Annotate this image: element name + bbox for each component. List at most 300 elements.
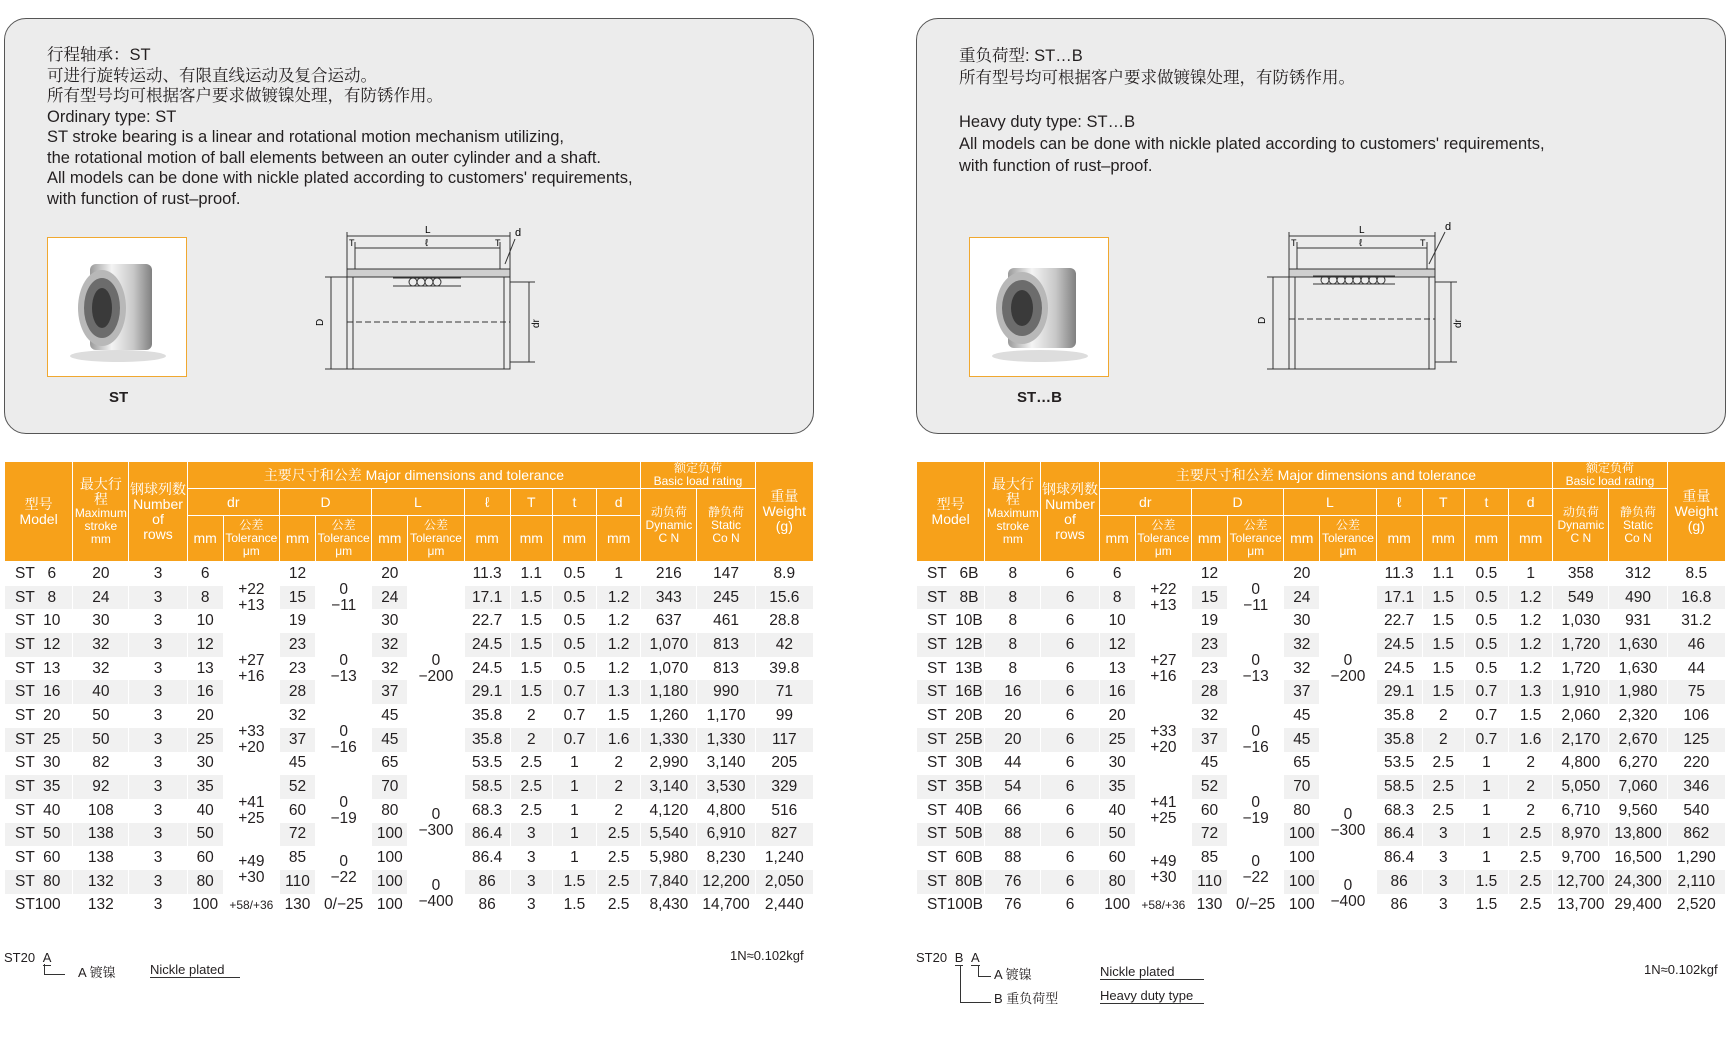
cell-L: 20 [1284, 562, 1320, 586]
tolerance-value: 0/−25 [1236, 896, 1276, 914]
cell-rows: 6 [1041, 752, 1099, 776]
cell-dr: 20 [187, 704, 223, 728]
col-t: t [1464, 489, 1508, 516]
desc-gap [959, 89, 1545, 111]
desc-line: 行程轴承：ST [47, 46, 151, 64]
cell-d: 2 [1509, 752, 1553, 776]
col-stroke: 最大行程 Maximum stroke mm [985, 462, 1041, 562]
cell-static-load: 245 [697, 586, 755, 610]
ordering-option-b: B [954, 950, 964, 965]
cell-d: 1.5 [1509, 704, 1553, 728]
cell-stroke: 50 [73, 704, 129, 728]
cell-L: 65 [372, 752, 408, 776]
tolerance-value: +13 [1150, 596, 1177, 614]
cell-rows: 6 [1041, 775, 1099, 799]
cell-weight: 75 [1667, 680, 1725, 704]
cell-stroke: 54 [985, 775, 1041, 799]
cell-d: 2 [597, 775, 641, 799]
col-L: L [372, 489, 464, 516]
cell-T: 2.5 [510, 775, 552, 799]
cell-t: 1 [552, 823, 596, 847]
col-model: 型号 Model [5, 462, 73, 562]
cell-dynamic-load: 1,180 [641, 680, 697, 704]
cell-dynamic-load: 3,140 [641, 775, 697, 799]
cell-dr-tolerance [223, 633, 279, 704]
tolerance-value: −400 [1330, 892, 1366, 910]
cell-L: 37 [1284, 680, 1320, 704]
col-dynamic: 动负荷 Dynamic C N [641, 489, 697, 562]
cell-static-load: 14,700 [697, 894, 755, 918]
cell-weight: 1,290 [1667, 846, 1725, 870]
cell-L: 30 [1284, 609, 1320, 633]
cell-model: ST 20 [5, 704, 73, 728]
ordering-option-a-en: Nickle plated [1100, 964, 1204, 980]
cell-dr: 8 [187, 586, 223, 610]
desc-line: the rotational motion of ball elements between an outer cylinder and a shaft. [47, 148, 602, 167]
cell-l: 86.4 [1376, 846, 1422, 870]
cell-d: 1.2 [1509, 609, 1553, 633]
cell-d: 2.5 [1509, 846, 1553, 870]
cell-d: 1.2 [1509, 633, 1553, 657]
cell-D: 37 [1191, 728, 1227, 752]
cell-L: 70 [1284, 775, 1320, 799]
cell-dynamic-load: 1,070 [641, 633, 697, 657]
tolerance-value: 0 [339, 722, 348, 740]
cell-t: 1 [1464, 799, 1508, 823]
cell-l: 86.4 [1376, 823, 1422, 847]
cell-D: 28 [1191, 680, 1227, 704]
tolerance-value: +41 [1150, 793, 1177, 811]
cell-dynamic-load: 549 [1553, 586, 1609, 610]
cell-L: 80 [1284, 799, 1320, 823]
st-b-bearing-photo [969, 237, 1109, 377]
cell-D: 32 [279, 704, 315, 728]
cell-D: 72 [279, 823, 315, 847]
st-b-photo-label: ST…B [1017, 389, 1062, 406]
cell-t: 0.5 [552, 609, 596, 633]
drawing-label-T: T [349, 238, 355, 248]
tolerance-value: 0 [1251, 722, 1260, 740]
tolerance-value: +33 [238, 722, 265, 740]
cell-static-load: 7,060 [1609, 775, 1667, 799]
cell-rows: 3 [129, 609, 187, 633]
cell-static-load: 2,320 [1609, 704, 1667, 728]
cell-l: 68.3 [1376, 799, 1422, 823]
cell-dynamic-load: 5,980 [641, 846, 697, 870]
cell-stroke: 132 [73, 870, 129, 894]
cell-stroke: 66 [985, 799, 1041, 823]
cell-d: 2 [597, 752, 641, 776]
cell-L: 37 [372, 680, 408, 704]
table-body [5, 562, 814, 918]
desc-line: 重负荷型: ST…B [959, 47, 1083, 65]
cell-weight: 28.8 [755, 609, 813, 633]
cell-stroke: 30 [73, 609, 129, 633]
col-T: T [1422, 489, 1464, 516]
cell-dr: 16 [1099, 680, 1135, 704]
cell-l: 53.5 [464, 752, 510, 776]
cell-dr: 20 [1099, 704, 1135, 728]
cell-weight: 540 [1667, 799, 1725, 823]
cell-dr: 100 [1099, 894, 1135, 918]
cell-D: 23 [1191, 657, 1227, 681]
cell-t: 1.5 [552, 870, 596, 894]
cell-D: 15 [1191, 586, 1227, 610]
cell-dr: 40 [1099, 799, 1135, 823]
cell-D: 52 [1191, 775, 1227, 799]
drawing-label-d: d [1445, 221, 1452, 233]
cell-weight: 15.6 [755, 586, 813, 610]
st-photo-label: ST [109, 389, 129, 406]
cell-T: 2 [510, 704, 552, 728]
cell-d: 1 [1509, 562, 1553, 586]
cell-D: 130 [279, 894, 315, 918]
cell-rows: 3 [129, 799, 187, 823]
tolerance-value: −400 [418, 892, 454, 910]
table-row [917, 562, 1726, 586]
cell-rows: 3 [129, 586, 187, 610]
cell-weight: 220 [1667, 752, 1725, 776]
cell-weight: 2,050 [755, 870, 813, 894]
cell-stroke: 32 [73, 633, 129, 657]
cell-static-load: 813 [697, 657, 755, 681]
tolerance-value: 0 [1343, 805, 1353, 823]
st-bearing-photo [47, 237, 187, 377]
cell-T: 3 [510, 846, 552, 870]
cell-t: 0.7 [552, 680, 596, 704]
drawing-label-D: D [315, 318, 326, 326]
cell-weight: 44 [1667, 657, 1725, 681]
cell-D: 28 [279, 680, 315, 704]
cell-t: 1.5 [552, 894, 596, 918]
cell-static-load: 4,800 [697, 799, 755, 823]
tolerance-value: +13 [238, 596, 265, 614]
tolerance-value: −22 [330, 868, 357, 886]
cell-dynamic-load: 358 [1553, 562, 1609, 586]
cell-L: 100 [1284, 823, 1320, 847]
cell-model: ST100B [917, 894, 985, 918]
cell-L: 80 [372, 799, 408, 823]
cell-dr-tolerance [1135, 775, 1191, 846]
cell-static-load: 3,530 [697, 775, 755, 799]
cell-model: ST 25B [917, 728, 985, 752]
cell-T: 1.5 [510, 680, 552, 704]
cell-l: 86 [464, 894, 510, 918]
cell-T: 2 [1422, 704, 1464, 728]
cell-d: 2 [1509, 775, 1553, 799]
cell-dr-tolerance [1135, 846, 1191, 893]
cell-T: 3 [1422, 894, 1464, 918]
cell-stroke: 16 [985, 680, 1041, 704]
cell-d: 1.5 [597, 704, 641, 728]
tolerance-value: +27 [238, 651, 265, 669]
cell-weight: 2,520 [1667, 894, 1725, 918]
cell-dynamic-load: 1,910 [1553, 680, 1609, 704]
ordering-option-a: A [971, 950, 980, 965]
drawing-label-L: L [1359, 225, 1365, 236]
heavy-duty-spec-table [916, 461, 1726, 917]
desc-line: All models can be done with nickle plated according to customers' requirements, [47, 169, 633, 187]
cell-d: 2.5 [1509, 870, 1553, 894]
table-header [5, 462, 814, 562]
cell-L: 32 [1284, 657, 1320, 681]
cell-rows: 6 [1041, 657, 1099, 681]
cell-static-load: 16,500 [1609, 846, 1667, 870]
drawing-label-d: d [515, 227, 522, 239]
st-technical-drawing [315, 224, 565, 414]
cell-model: ST 13B [917, 657, 985, 681]
ordering-option-b-cn: B 重负荷型 [994, 991, 1059, 1006]
cell-dr: 40 [187, 799, 223, 823]
cell-dynamic-load: 2,990 [641, 752, 697, 776]
cell-weight: 42 [755, 633, 813, 657]
drawing-label-T2: T [1420, 238, 1426, 248]
cell-stroke: 50 [73, 728, 129, 752]
cell-T: 1.5 [1422, 680, 1464, 704]
cell-model: ST 16B [917, 680, 985, 704]
cell-D: 110 [1191, 870, 1227, 894]
cell-dynamic-load: 343 [641, 586, 697, 610]
cell-l: 24.5 [1376, 657, 1422, 681]
cell-T: 1.5 [510, 633, 552, 657]
cell-stroke: 8 [985, 657, 1041, 681]
cell-dr: 12 [187, 633, 223, 657]
cell-static-load: 990 [697, 680, 755, 704]
cell-l: 24.5 [464, 657, 510, 681]
ordering-code: ST20 [916, 950, 948, 965]
cell-model: ST 40B [917, 799, 985, 823]
cell-dynamic-load: 2,060 [1553, 704, 1609, 728]
cell-dynamic-load: 5,050 [1553, 775, 1609, 799]
cell-stroke: 8 [985, 609, 1041, 633]
cell-rows: 6 [1041, 799, 1099, 823]
cell-stroke: 32 [73, 657, 129, 681]
cell-static-load: 1,630 [1609, 657, 1667, 681]
tolerance-value: −300 [418, 821, 454, 839]
cell-dynamic-load: 13,700 [1553, 894, 1609, 918]
table-row [5, 775, 814, 799]
cell-stroke: 132 [73, 894, 129, 918]
table-row [5, 870, 814, 894]
desc-line: 所有型号均可根据客户要求做镀镍处理，有防锈作用。 [47, 87, 443, 105]
tolerance-value: +16 [238, 667, 265, 685]
cell-weight: 8.5 [1667, 562, 1725, 586]
cell-model: ST 80 [5, 870, 73, 894]
cell-L: 65 [1284, 752, 1320, 776]
cell-D-tolerance [316, 894, 372, 918]
cell-l: 35.8 [464, 728, 510, 752]
cell-D-tolerance [1228, 775, 1284, 846]
cell-static-load: 147 [697, 562, 755, 586]
cell-L-tolerance [408, 775, 464, 870]
cell-static-load: 29,400 [1609, 894, 1667, 918]
cell-static-load: 1,630 [1609, 633, 1667, 657]
cell-static-load: 461 [697, 609, 755, 633]
cell-l: 29.1 [1376, 680, 1422, 704]
unit-mm: mm [464, 516, 510, 562]
cell-d: 1.2 [597, 609, 641, 633]
cell-model: ST 30 [5, 752, 73, 776]
cell-D: 12 [1191, 562, 1227, 586]
cell-dr: 35 [1099, 775, 1135, 799]
cell-T: 1.5 [510, 657, 552, 681]
col-weight: 重量 Weight (g) [755, 462, 813, 562]
drawing-label-dr: dr [1453, 319, 1464, 328]
cell-weight: 1,240 [755, 846, 813, 870]
col-d: d [597, 489, 641, 516]
cell-dr: 10 [1099, 609, 1135, 633]
ordinary-type-panel [4, 18, 814, 434]
tolerance-value: 0 [1251, 793, 1260, 811]
cell-D-tolerance [1228, 894, 1284, 918]
tolerance-value: 0 [1343, 651, 1353, 669]
cell-stroke: 20 [985, 728, 1041, 752]
cell-T: 3 [1422, 846, 1464, 870]
cell-stroke: 44 [985, 752, 1041, 776]
cell-d: 1.2 [1509, 657, 1553, 681]
col-dynamic: 动负荷 Dynamic C N [1553, 489, 1609, 562]
cell-T: 1.5 [510, 609, 552, 633]
cell-t: 0.7 [1464, 680, 1508, 704]
cell-model: ST 16 [5, 680, 73, 704]
cell-dr-tolerance [1135, 894, 1191, 918]
col-rows: 钢球列数 Number of rows [1041, 462, 1099, 562]
cell-static-load: 2,670 [1609, 728, 1667, 752]
cell-T: 3 [510, 823, 552, 847]
cell-dr: 30 [1099, 752, 1135, 776]
cell-T: 3 [1422, 870, 1464, 894]
cell-L: 45 [372, 704, 408, 728]
cell-model: ST 35B [917, 775, 985, 799]
cell-D: 12 [279, 562, 315, 586]
col-load-rating: 额定负荷 Basic load rating [1553, 462, 1667, 489]
st-b-technical-drawing [1257, 221, 1507, 414]
cell-rows: 6 [1041, 633, 1099, 657]
tolerance-value: +58/+36 [1141, 898, 1186, 913]
cell-rows: 3 [129, 562, 187, 586]
cell-dynamic-load: 1,330 [641, 728, 697, 752]
cell-t: 0.5 [552, 657, 596, 681]
cell-D-tolerance [316, 846, 372, 893]
cell-dr: 35 [187, 775, 223, 799]
cell-model: ST 60B [917, 846, 985, 870]
cell-T: 2.5 [510, 752, 552, 776]
cell-l: 68.3 [464, 799, 510, 823]
cell-L: 100 [372, 894, 408, 918]
cell-dr: 80 [187, 870, 223, 894]
cell-stroke: 20 [73, 562, 129, 586]
tolerance-value: −19 [330, 809, 357, 827]
cell-T: 1.5 [510, 586, 552, 610]
cell-D: 37 [279, 728, 315, 752]
cell-D: 23 [1191, 633, 1227, 657]
tolerance-value: −13 [1242, 667, 1269, 685]
cell-dynamic-load: 637 [641, 609, 697, 633]
desc-line: All models can be done with nickle plated according to customers' requirements, [959, 135, 1545, 153]
cell-dr-tolerance [223, 704, 279, 775]
cell-D: 85 [1191, 846, 1227, 870]
cell-t: 1 [552, 846, 596, 870]
cell-weight: 71 [755, 680, 813, 704]
cell-l: 58.5 [1376, 775, 1422, 799]
cell-l: 86 [1376, 894, 1422, 918]
cell-dynamic-load: 1,720 [1553, 633, 1609, 657]
cell-d: 2.5 [1509, 894, 1553, 918]
col-rows: 钢球列数 Number of rows [129, 462, 187, 562]
tolerance-value: +33 [1150, 722, 1177, 740]
cell-D: 85 [279, 846, 315, 870]
cell-d: 2.5 [597, 846, 641, 870]
cell-L-tolerance [408, 870, 464, 917]
cell-d: 1.2 [1509, 586, 1553, 610]
cell-T: 2.5 [1422, 752, 1464, 776]
desc-line: with function of rust–proof. [47, 189, 241, 208]
cell-d: 1.2 [597, 657, 641, 681]
cell-weight: 329 [755, 775, 813, 799]
unit-mm: mm [1376, 516, 1422, 562]
cell-dynamic-load: 1,260 [641, 704, 697, 728]
cell-L: 100 [1284, 894, 1320, 918]
drawing-label-D: D [1257, 316, 1268, 324]
col-dr: dr [1099, 489, 1191, 516]
drawing-label-T2: T [495, 238, 501, 248]
col-load-rating: 额定负荷 Basic load rating [641, 462, 755, 489]
col-T: T [510, 489, 552, 516]
cell-L: 45 [1284, 704, 1320, 728]
cell-d: 1.2 [597, 586, 641, 610]
cell-D: 110 [279, 870, 315, 894]
cell-L: 32 [372, 657, 408, 681]
cell-T: 2 [1422, 728, 1464, 752]
desc-line: Ordinary type: ST [47, 107, 177, 126]
tolerance-value: +41 [238, 793, 265, 811]
cell-L-tolerance [1320, 775, 1376, 870]
unit-mm: mm [372, 516, 408, 562]
tolerance-value: 0 [1251, 580, 1260, 598]
cell-weight: 31.2 [1667, 609, 1725, 633]
cell-weight: 39.8 [755, 657, 813, 681]
cell-D-tolerance [316, 562, 372, 634]
cell-dr: 10 [187, 609, 223, 633]
cell-stroke: 138 [73, 846, 129, 870]
tolerance-value: 0 [431, 651, 441, 669]
ordering-option-b-en: Heavy duty type [1100, 988, 1204, 1004]
cell-d: 2.5 [597, 823, 641, 847]
cell-D: 60 [1191, 799, 1227, 823]
cell-l: 22.7 [464, 609, 510, 633]
cell-D-tolerance [316, 633, 372, 704]
drawing-label-l: ℓ [1359, 238, 1363, 249]
cell-dr: 8 [1099, 586, 1135, 610]
drawing-label-T: T [1291, 238, 1297, 248]
tolerance-value: 0 [431, 805, 441, 823]
col-l: ℓ [1376, 489, 1422, 516]
cell-static-load: 931 [1609, 609, 1667, 633]
cell-l: 86.4 [464, 846, 510, 870]
cell-static-load: 490 [1609, 586, 1667, 610]
cell-d: 2.5 [597, 894, 641, 918]
cell-D: 45 [1191, 752, 1227, 776]
col-D: D [1191, 489, 1283, 516]
drawing-label-L: L [425, 225, 431, 236]
cell-static-load: 312 [1609, 562, 1667, 586]
cell-l: 17.1 [464, 586, 510, 610]
cell-weight: 346 [1667, 775, 1725, 799]
cell-T: 1.1 [1422, 562, 1464, 586]
cell-static-load: 1,330 [697, 728, 755, 752]
cell-dynamic-load: 6,710 [1553, 799, 1609, 823]
col-static: 静负荷 Static Co N [697, 489, 755, 562]
